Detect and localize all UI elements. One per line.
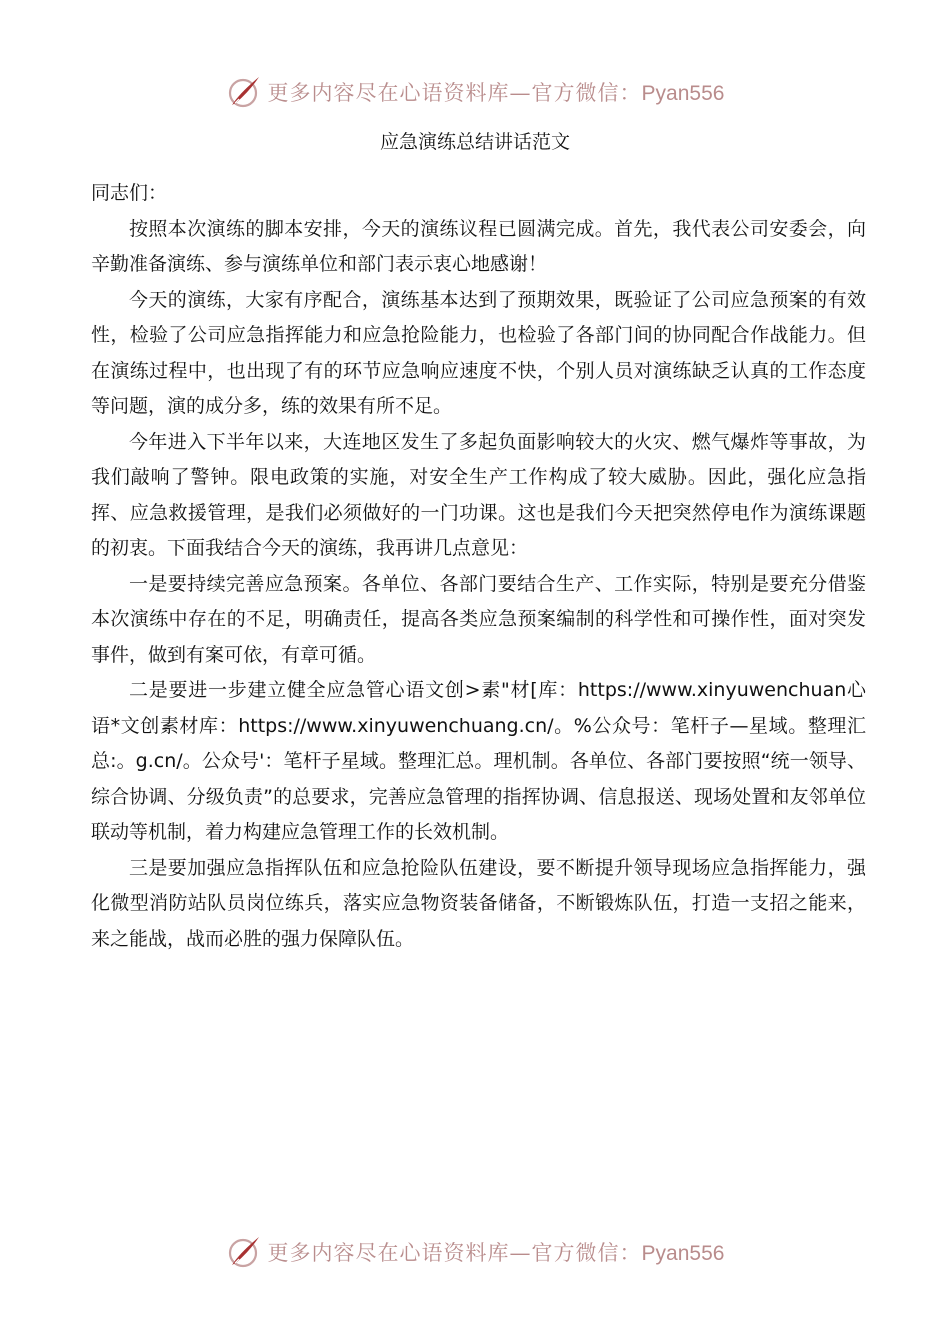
banner-text bbox=[268, 77, 725, 107]
banner-text bbox=[268, 1237, 725, 1267]
banner-label: 更多内容尽在心语资料库—官方微信： bbox=[267, 81, 642, 105]
paragraph-2: 今天的演练，大家有序配合，演练基本达到了预期效果，既验证了公司应急预案的有效性，检验了公司应急指挥能力和应急抢险能力，也检验了各部门间的协同配合作战能力。但在演练过程中，也出现了有的环节应急响应速度不快，个别人员对演练缺乏认真的工作态度等问题，演的成分多，练的效果有所不足。 bbox=[91, 288, 866, 417]
banner-wechat-id: Pyan556 bbox=[641, 82, 725, 105]
document-body bbox=[91, 176, 866, 957]
footer-banner bbox=[0, 1232, 950, 1272]
salutation: 同志们： bbox=[91, 182, 168, 204]
document-title: 应急演练总结讲话范文 bbox=[379, 131, 570, 153]
paragraph-1: 按照本次演练的脚本安排，今天的演练议程已圆满完成。首先，我代表公司安委会，向辛勤准备演练、参与演练单位和部门表示衷心地感谢！ bbox=[91, 217, 866, 275]
banner-label: 更多内容尽在心语资料库—官方微信： bbox=[267, 1241, 642, 1265]
banner-wechat-id: Pyan556 bbox=[641, 1242, 725, 1265]
quill-logo-icon bbox=[226, 1234, 262, 1270]
paragraph-4: 一是要持续完善应急预案。各单位、各部门要结合生产、工作实际，特别是要充分借鉴本次演练中存在的不足，明确责任，提高各类应急预案编制的科学性和可操作性，面对突发事件，做到有案可依，有章可循。 bbox=[91, 572, 866, 666]
paragraph-6: 三是要加强应急指挥队伍和应急抢险队伍建设，要不断提升领导现场应急指挥能力，强化微型消防站队员岗位练兵，落实应急物资装备储备，不断锻炼队伍，打造一支招之能来，来之能战，战而必胜的强力保障队伍。 bbox=[91, 856, 866, 950]
paragraph-3: 今年进入下半年以来，大连地区发生了多起负面影响较大的火灾、燃气爆炸等事故，为我们敲响了警钟。限电政策的实施，对安全生产工作构成了较大威胁。因此，强化应急指挥、应急救援管理，是我们必须做好的一门功课。这也是我们今天把突然停电作为演练课题的初衷。下面我结合今天的演练，我再讲几点意见： bbox=[91, 430, 866, 559]
quill-logo-icon bbox=[226, 74, 262, 110]
header-banner bbox=[0, 72, 950, 112]
paragraph-5: 二是要进一步建立健全应急管心语文创>素"材[库：https://www.xinyuwenchuan心语*文创素材库：https://www.xinyuwenchuang.cn/。%公众号：笔杆子—星域。整理汇总:。g.cn/。公众号'：笔杆子星域。整理汇总。理机制。各单位、各部门要按照“统一领导、综合协调、分级负责”的总要求，完善应急管理的指挥协调、信息报送、现场处置和友邻单位联动等机制，着力构建应急管理工作的长效机制。 bbox=[91, 679, 866, 843]
